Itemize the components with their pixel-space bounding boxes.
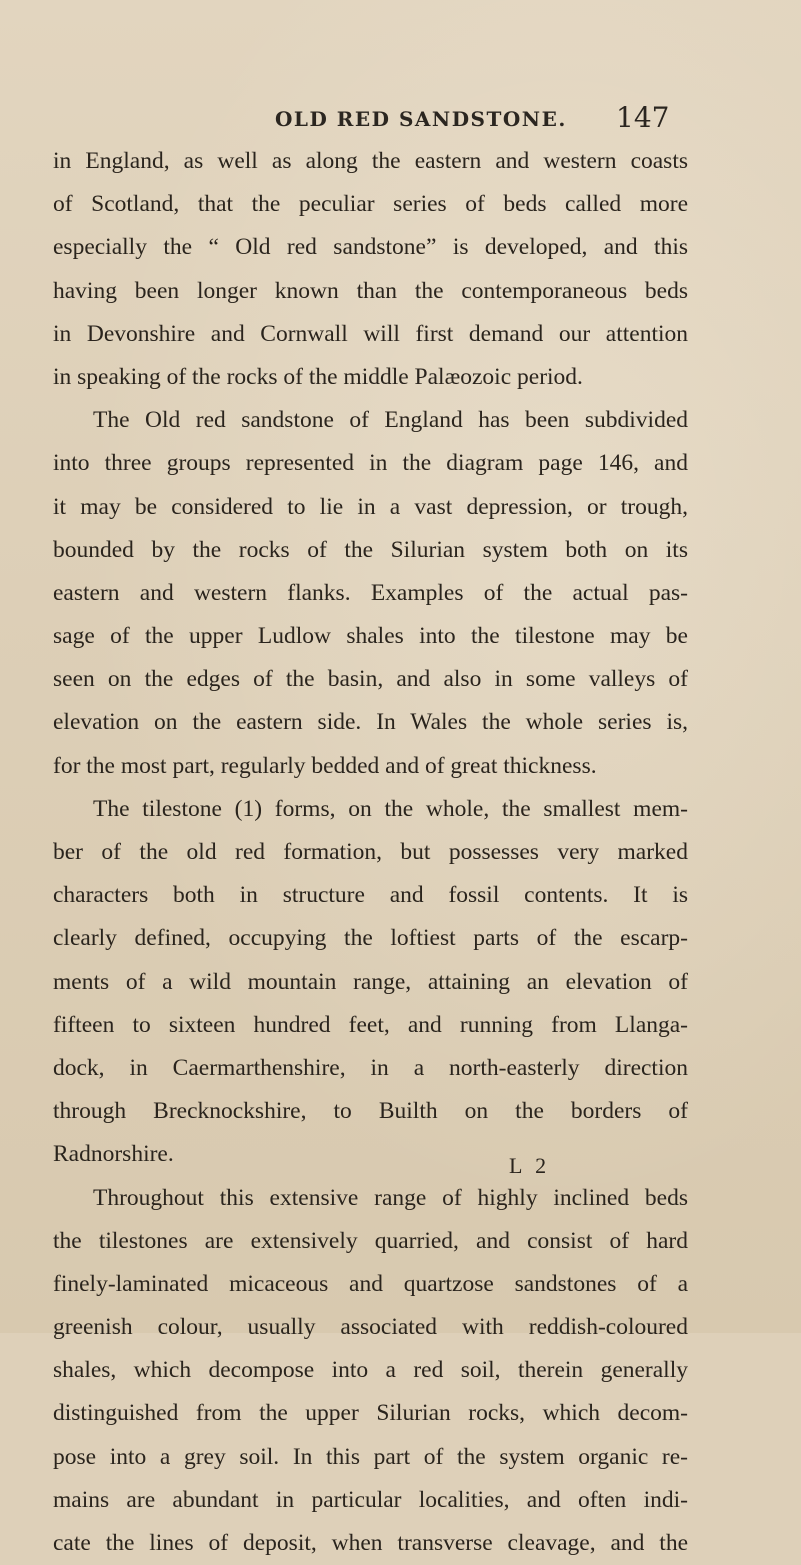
text-line: elevation on the eastern side. In Wales the whole series is, xyxy=(53,709,688,736)
text-line: especially the “ Old red sandstone” is developed, and this xyxy=(53,234,688,261)
text-line: seen on the edges of the basin, and also in some valleys of xyxy=(53,666,688,693)
signature-mark: L 2 xyxy=(509,1153,551,1178)
text-line: ments of a wild mountain range, attaining an elevation of xyxy=(53,968,688,995)
text-line: sage of the upper Ludlow shales into the tilestone may be xyxy=(53,623,688,650)
text-line: in England, as well as along the eastern and western coasts xyxy=(53,148,688,174)
text-line: distinguished from the upper Silurian rocks, which decom- xyxy=(53,1400,688,1427)
text-line: finely-laminated micaceous and quartzose sandstones of a xyxy=(53,1270,688,1297)
text-line: the tilestones are extensively quarried, and consist of hard xyxy=(53,1227,688,1254)
page-header xyxy=(0,103,801,143)
text-line: in Devonshire and Cornwall will first demand our attention xyxy=(53,320,688,347)
text-line: The tilestone (1) forms, on the whole, the smallest mem- xyxy=(93,795,688,822)
text-line: through Brecknockshire, to Builth on the borders of xyxy=(53,1098,688,1125)
text-line: in speaking of the rocks of the middle Palæozoic period. xyxy=(53,363,583,390)
text-line: bounded by the rocks of the Silurian system both on its xyxy=(53,536,688,563)
body-text xyxy=(53,140,688,1565)
text-line: eastern and western flanks. Examples of the actual pas- xyxy=(53,579,688,606)
text-line: shales, which decompose into a red soil, therein generally xyxy=(53,1357,688,1384)
text-line: clearly defined, occupying the loftiest parts of the escarp- xyxy=(53,925,688,952)
text-line: into three groups represented in the diagram page 146, and xyxy=(53,450,688,477)
text-line: greenish colour, usually associated with reddish-coloured xyxy=(53,1314,688,1341)
text-line: dock, in Caermarthenshire, in a north-easterly direction xyxy=(53,1054,688,1081)
text-line: cate the lines of deposit, when transverse cleavage, and the xyxy=(53,1530,688,1556)
text-line: it may be considered to lie in a vast depression, or trough, xyxy=(53,493,688,520)
text-line: pose into a grey soil. In this part of the system organic re- xyxy=(53,1443,688,1470)
text-line: Radnorshire. xyxy=(53,1141,174,1168)
text-line: for the most part, regularly bedded and of great thickness. xyxy=(53,752,597,779)
page-number: 147 xyxy=(616,101,670,134)
text-line: fifteen to sixteen hundred feet, and running from Llanga- xyxy=(53,1011,688,1038)
text-line: mains are abundant in particular localities, and often indi- xyxy=(53,1486,688,1513)
text-line: having been longer known than the contemporaneous beds xyxy=(53,277,688,304)
text-line: ber of the old red formation, but possesses very marked xyxy=(53,839,688,865)
text-line: characters both in structure and fossil contents. It is xyxy=(53,882,688,909)
running-title: OLD RED SANDSTONE. xyxy=(275,107,567,131)
text-line: The Old red sandstone of England has been subdivided xyxy=(93,407,688,434)
text-line: Throughout this extensive range of highly inclined beds xyxy=(93,1184,688,1211)
text-line: of Scotland, that the peculiar series of beds called more xyxy=(53,191,688,218)
